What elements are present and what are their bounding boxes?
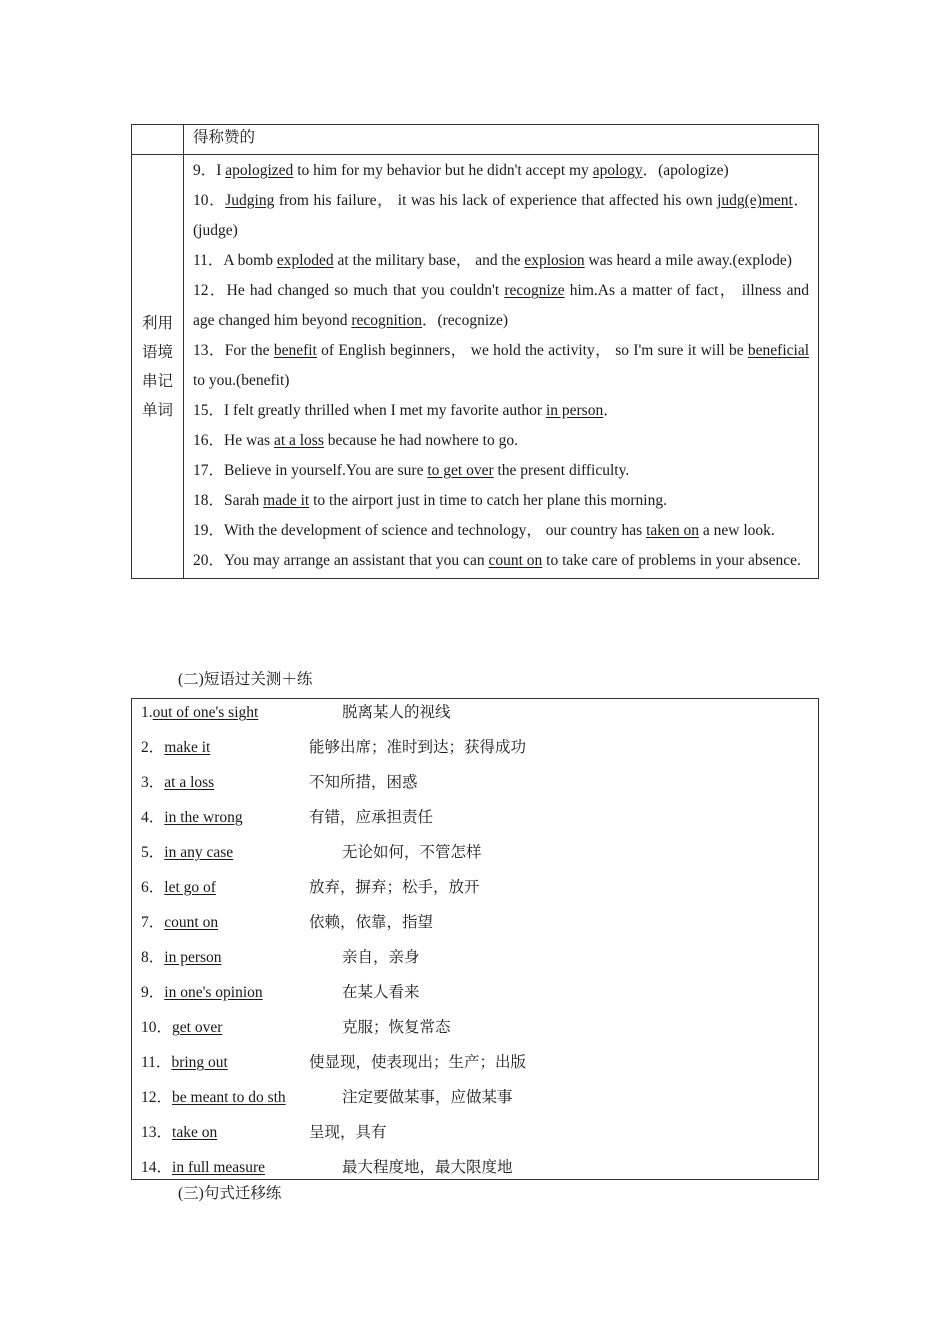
answer-word: benefit bbox=[273, 342, 317, 359]
phrase-term bbox=[141, 981, 263, 1005]
answer-word: Judging bbox=[225, 192, 275, 209]
phrase-english: in one's opinion bbox=[164, 984, 263, 1001]
phrase-term bbox=[141, 736, 210, 760]
vocab-context-table bbox=[131, 124, 819, 579]
phrase-meaning: 在某人看来 bbox=[342, 984, 420, 1001]
sentence-text: ．(apologize) bbox=[642, 162, 729, 179]
sentence-text: 10． bbox=[193, 192, 226, 209]
answer-word: exploded bbox=[276, 252, 334, 269]
sentence-text: 12．He had changed so much that you couldn't bbox=[193, 282, 505, 299]
answer-word: explosion bbox=[524, 252, 585, 269]
phrase-number: 8． bbox=[141, 949, 165, 966]
phrase-number: 4． bbox=[141, 809, 165, 826]
answer-word: made it bbox=[263, 492, 310, 509]
phrase-term bbox=[141, 1121, 217, 1145]
section-heading: (二)短语过关测＋练 bbox=[178, 671, 313, 688]
sentence-item bbox=[193, 396, 809, 426]
phrase-meaning: 无论如何，不管怎样 bbox=[342, 844, 482, 861]
section-label-cell bbox=[132, 155, 184, 579]
sentence-text: was heard a mile away.(explode) bbox=[584, 252, 792, 269]
phrase-english: make it bbox=[164, 739, 211, 756]
phrase-term bbox=[141, 911, 218, 935]
answer-word: at a loss bbox=[273, 432, 324, 449]
phrase-english: in full measure bbox=[172, 1159, 265, 1176]
answer-word: in person bbox=[545, 402, 604, 419]
sentence-text: ． bbox=[603, 402, 619, 419]
phrase-number: 11． bbox=[141, 1054, 172, 1071]
answer-word: beneficial bbox=[747, 342, 810, 359]
sentence-item bbox=[193, 186, 809, 246]
sentence-text: to take care of problems in your absence. bbox=[542, 552, 801, 569]
phrase-number: 12． bbox=[141, 1089, 173, 1106]
sentence-text: 16．He was bbox=[193, 432, 274, 449]
phrase-english: get over bbox=[172, 1019, 223, 1036]
phrase-meaning: 不知所措，困惑 bbox=[309, 774, 418, 791]
phrase-english: in the wrong bbox=[164, 809, 243, 826]
phrase-meaning: 使显现，使表现出；生产；出版 bbox=[309, 1054, 527, 1071]
sentence-text: the present difficulty. bbox=[493, 462, 630, 479]
phrase-term bbox=[141, 806, 243, 830]
phrase-meaning: 呈现，具有 bbox=[309, 1124, 387, 1141]
sentence-text: of English beginners， we hold the activity， so I'm sure it will be bbox=[316, 342, 748, 359]
sentence-text: 15．I felt greatly thrilled when I met my favorite author bbox=[193, 402, 546, 419]
sentences-cell bbox=[184, 155, 819, 579]
empty-label-cell bbox=[132, 125, 184, 155]
phrase-term bbox=[141, 1156, 265, 1180]
answer-word: judg(e)ment bbox=[717, 192, 793, 209]
phrase-number: 3． bbox=[141, 774, 165, 791]
phrase-english: out of one's sight bbox=[152, 704, 259, 721]
phrase-number: 9． bbox=[141, 984, 165, 1001]
phrase-english: take on bbox=[172, 1124, 218, 1141]
phrase-english: be meant to do sth bbox=[172, 1089, 286, 1106]
sentence-item bbox=[193, 426, 809, 456]
sentence-item bbox=[193, 156, 809, 186]
phrase-number: 5． bbox=[141, 844, 165, 861]
sentence-text: because he had nowhere to go. bbox=[323, 432, 518, 449]
phrase-english: bring out bbox=[171, 1054, 228, 1071]
sentence-item bbox=[193, 456, 809, 486]
section-label-line: 串记 bbox=[141, 372, 173, 390]
answer-word: to get over bbox=[427, 462, 494, 479]
phrase-term bbox=[141, 771, 214, 795]
answer-word: recognition bbox=[351, 312, 422, 329]
phrase-term bbox=[141, 1086, 286, 1110]
sentence-text: him.As a matter of fact， illness and age changed him beyond bbox=[193, 282, 809, 329]
sentence-text: a new look. bbox=[699, 522, 775, 539]
phrase-term bbox=[141, 946, 222, 970]
section-label-line: 利用 bbox=[141, 314, 173, 332]
phrase-number: 6． bbox=[141, 879, 165, 896]
phrase-meaning: 有错，应承担责任 bbox=[309, 809, 434, 826]
phrase-meaning: 能够出席；准时到达；获得成功 bbox=[309, 739, 527, 756]
phrase-english: at a loss bbox=[164, 774, 215, 791]
sentence-text: ．(recognize) bbox=[421, 312, 509, 329]
sentence-text: 19．With the development of science and technology， our country has bbox=[193, 522, 647, 539]
phrase-number: 10． bbox=[141, 1019, 173, 1036]
section-label-line: 语境 bbox=[141, 343, 173, 361]
sentence-item bbox=[193, 246, 809, 276]
phrase-number: 13． bbox=[141, 1124, 173, 1141]
sentence-item bbox=[193, 276, 809, 336]
sentence-item bbox=[193, 546, 809, 576]
phrase-term bbox=[141, 1051, 228, 1075]
sentence-item bbox=[193, 516, 809, 546]
phrase-term bbox=[141, 1016, 222, 1040]
sentence-text: 18．Sarah bbox=[193, 492, 264, 509]
phrase-number: 7． bbox=[141, 914, 165, 931]
answer-word: count on bbox=[488, 552, 543, 569]
sentence-text: 17．Believe in yourself.You are sure bbox=[193, 462, 428, 479]
phrase-english: in person bbox=[164, 949, 222, 966]
phrase-english: in any case bbox=[164, 844, 234, 861]
phrase-meaning: 克服；恢复常态 bbox=[342, 1019, 451, 1036]
table-row bbox=[132, 155, 819, 579]
answer-word: recognize bbox=[504, 282, 565, 299]
sentence-text: to you.(benefit) bbox=[193, 372, 290, 389]
sentence-text: at the military base， and the bbox=[333, 252, 525, 269]
phrase-term bbox=[141, 876, 216, 900]
sentence-text: 9．I bbox=[193, 162, 226, 179]
phrase-number: 2． bbox=[141, 739, 165, 756]
continued-text-cell: 得称赞的 bbox=[184, 125, 819, 155]
phrase-number: 14． bbox=[141, 1159, 173, 1176]
phrase-english: count on bbox=[164, 914, 219, 931]
sentence-text: to him for my behavior but he didn't accept my bbox=[293, 162, 593, 179]
section-heading: (三)句式迁移练 bbox=[178, 1185, 282, 1202]
answer-word: apology bbox=[592, 162, 643, 179]
section-label-line: 单词 bbox=[141, 401, 173, 419]
answer-word: taken on bbox=[646, 522, 700, 539]
table-row bbox=[132, 125, 819, 155]
phrase-meaning: 脱离某人的视线 bbox=[342, 704, 451, 721]
phrase-term bbox=[141, 841, 233, 865]
sentence-item bbox=[193, 486, 809, 516]
phrase-term bbox=[141, 701, 258, 725]
answer-word: apologized bbox=[225, 162, 294, 179]
phrase-meaning: 亲自，亲身 bbox=[342, 949, 420, 966]
phrase-meaning: 注定要做某事，应做某事 bbox=[342, 1089, 513, 1106]
sentence-text: 20．You may arrange an assistant that you can bbox=[193, 552, 489, 569]
phrase-english: let go of bbox=[164, 879, 216, 896]
phrase-number: 1. bbox=[141, 704, 153, 721]
sentence-item bbox=[193, 336, 809, 396]
phrase-table bbox=[131, 698, 819, 1180]
sentence-text: 13．For the bbox=[193, 342, 274, 359]
sentence-text: ．(judge) bbox=[193, 192, 809, 239]
sentence-text: to the airport just in time to catch her plane this morning. bbox=[309, 492, 667, 509]
sentence-text: 11．A bomb bbox=[193, 252, 277, 269]
phrase-meaning: 依赖，依靠，指望 bbox=[309, 914, 434, 931]
phrase-meaning: 放弃，摒弃；松手，放开 bbox=[309, 879, 480, 896]
sentence-text: from his failure， it was his lack of experience that affected his own bbox=[274, 192, 718, 209]
phrase-meaning: 最大程度地，最大限度地 bbox=[342, 1159, 513, 1176]
